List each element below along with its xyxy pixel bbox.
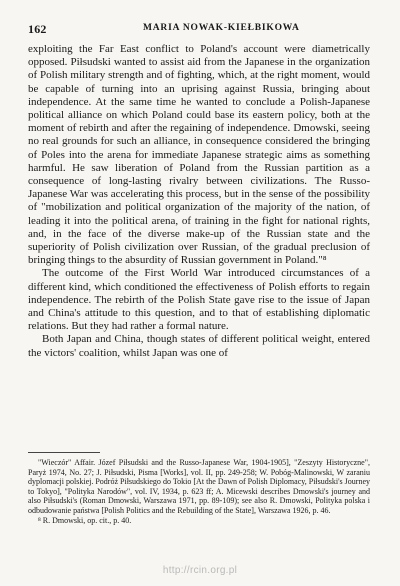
watermark-url: http://rcin.org.pl — [162, 565, 238, 576]
footnote-divider — [28, 452, 100, 453]
body-text — [28, 43, 370, 360]
running-head: MARIA NOWAK-KIEŁBIKOWA — [143, 23, 300, 33]
footnote: ⁸ R. Dmowski, op. cit., p. 40. — [38, 515, 132, 525]
page-header — [28, 22, 372, 40]
body-paragraph: Both Japan and China, though states of different political weight, entered the victors' coalition, whilst Japan was one of — [28, 333, 370, 359]
page-number: 162 — [28, 22, 47, 36]
footnote: "Wieczór" Affair. Józef Piłsudski and the Russo-Japanese War, 1904-1905], "Zeszyty Historyczne", Paryż 1974, No. 27; J. Piłsudski, Pisma [Works], vol. II, pp. 249-258; W. Pobóg-Malinowski, W zaraniu dyplomacji polskiej. Podróż Piłsudskiego do Tokio [At the Dawn of Polish Diplomacy, Piłsudski's Journey to Tokyo], "Polityka Narodów", vol. IV, 1934, p. 623 ff; A. Micewski describes Dmowski's journey and also Piłsudski's (Roman Dmowski, Warszawa 1971, pp. 89-109); see also R. Dmowski, Polityka polska i odbudowanie państwa [Polish Politics and the Rebuilding of the State], Warszawa 1926, p. 46. — [28, 458, 370, 515]
body-paragraph: The outcome of the First World War introduced circumstances of a different kind, which conditioned the effectiveness of Polish efforts to regain independence. The rebirth of the Polish State gave rise to the issue of Japan and China's attitude to this question, and to that of establishing diplomatic relations. But they had rather a formal nature. — [28, 267, 370, 333]
footnotes — [28, 458, 370, 525]
body-paragraph: exploiting the Far East conflict to Poland's account were diametrically opposed. Piłsudski wanted to assist aid from the Japanese in the organization of Polish military strength and of fighting, which, at the right moment, would be capable of turning into an uprising against Russia, bringing about independence. At the same time he wanted to conclude a Polish-Japanese political alliance on which Poland could base its eastern policy, both at the moment of rebirth and after the regaining of independence. Dmowski, seeing no real grounds for such an alliance, in consequence considered the bringing of Poles into the arena for immediate Japanese strategic aims as something harmful. He saw liberation of Poland from the Russian partition as a consequence of long-lasting rivalry between civilizations. The Russo-Japanese War was accelerating this process, but in the sense of the possibility of "mobilization and political organization of the majority of the nation, of leading it into the political arena, of training in the fight for national rights, and, in the face of the diverse make-up of the Russian state and the superiority of Polish civilization over Russian, of the gradual preclusion of bringing things to the absurdity of Russian government in Poland."⁸ — [28, 43, 370, 267]
